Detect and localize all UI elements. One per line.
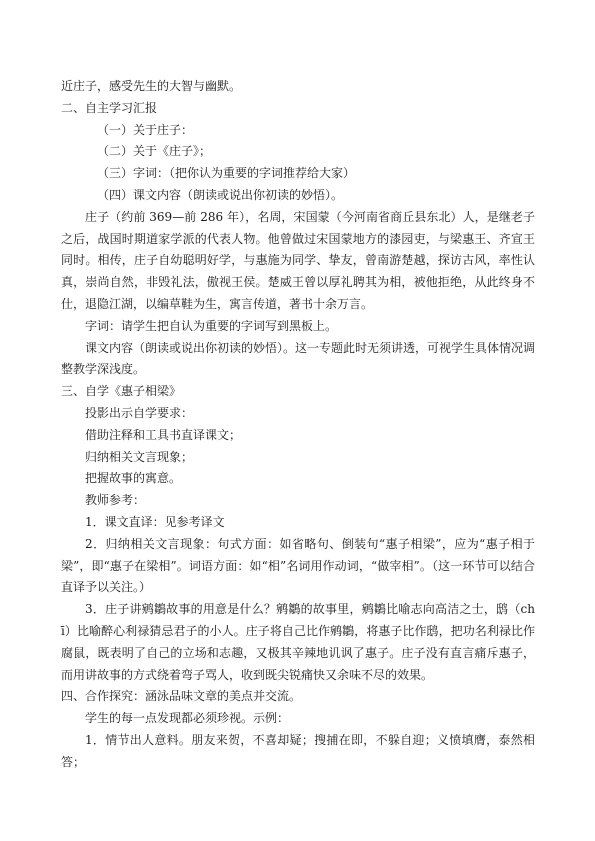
section-heading-4: 四、合作探究：涵泳品味文章的美点并交流。 [61,689,302,704]
paragraph-req-phenomena: 归纳相关文言现象； [85,449,194,464]
paragraph-self-study-req: 投影出示自学要求： [85,405,194,420]
document-body [61,76,535,774]
paragraph-ref-1: 1．课文直译：见参考译文 [85,514,225,529]
paragraph-example-1: 1．情节出人意料。朋友来贺，不喜却疑；搜捕在即，不躲自迎；义愤填膺，泰然相答； [61,732,535,769]
section-heading-3: 三、自学《惠子相梁》 [61,384,182,399]
paragraph-intro-tail: 近庄子，感受先生的大智与幽默。 [61,79,242,93]
paragraph-content-note: 课文内容（朗读或说出你初读的妙悟）。这一专题此时无须讲透，可视学生具体情况调整教学深浅度。 [61,340,536,377]
list-item-text-content: （四）课文内容（朗读或说出你初读的妙悟）。 [97,187,344,202]
paragraph-req-translate: 借助注释和工具书直译课文； [85,427,242,442]
paragraph-vocabulary-note: 字词：请学生把自认为重要的字词写到黑板上。 [85,318,338,333]
paragraph-ref-2: 2．归纳相关文言现象：句式方面：如省略句、倒装句“惠子相梁”，应为“惠子相于梁”，即“惠子在梁相”。词语方面：如“相”名词用作动词，“做宰相”。（这一环节可以结合直译予以关注。） [61,536,535,595]
paragraph-teacher-ref: 教师参考： [85,493,146,508]
paragraph-ref-3: 3．庄子讲鹓鶵故事的用意是什么？鹓鶵的故事里，鹓鶵比喻志向高洁之士，鸱（chī）比喻醉心利禄猜忌君子的小人。庄子将自己比作鹓鶵，将惠子比作鸱，把功名利禄比作腐鼠，既表明了自己的立场和志趣，又极其辛辣地讥讽了惠子。庄子没有直言痛斥惠子，而用讲故事的方式绕着弯子骂人，收到既尖锐痛快又余味不尽的效果。 [61,602,535,682]
list-item-vocabulary: （三）字词：（把你认为重要的字词推荐给大家） [97,166,356,181]
paragraph-zhuangzi-bio: 庄子（约前 369—前 286 年），名周，宋国蒙（今河南省商丘县东北）人，是继老子之后，战国时期道家学派的代表人物。他曾做过宋国蒙地方的漆园吏，与梁惠王、齐宣王同时。相传，庄子自幼聪明好学，与惠施为同学、挚友，曾南游楚越，探访古风，率性认真，崇尚自然，非毁礼法，傲视王侯。楚威王曾以厚礼聘其为相，被他拒绝，从此终身不仕，退隐江湖，以编草鞋为生，寓言传道，著书十余万言。 [61,209,535,311]
list-item-about-zhuangzi: （一）关于庄子： [97,122,194,137]
paragraph-req-moral: 把握故事的寓意。 [85,471,182,486]
section-heading-2: 二、自主学习汇报 [61,100,158,115]
paragraph-discovery: 学生的每一点发现都必须珍视。示例： [85,711,290,726]
list-item-about-book: （二）关于《庄子》； [97,144,212,159]
